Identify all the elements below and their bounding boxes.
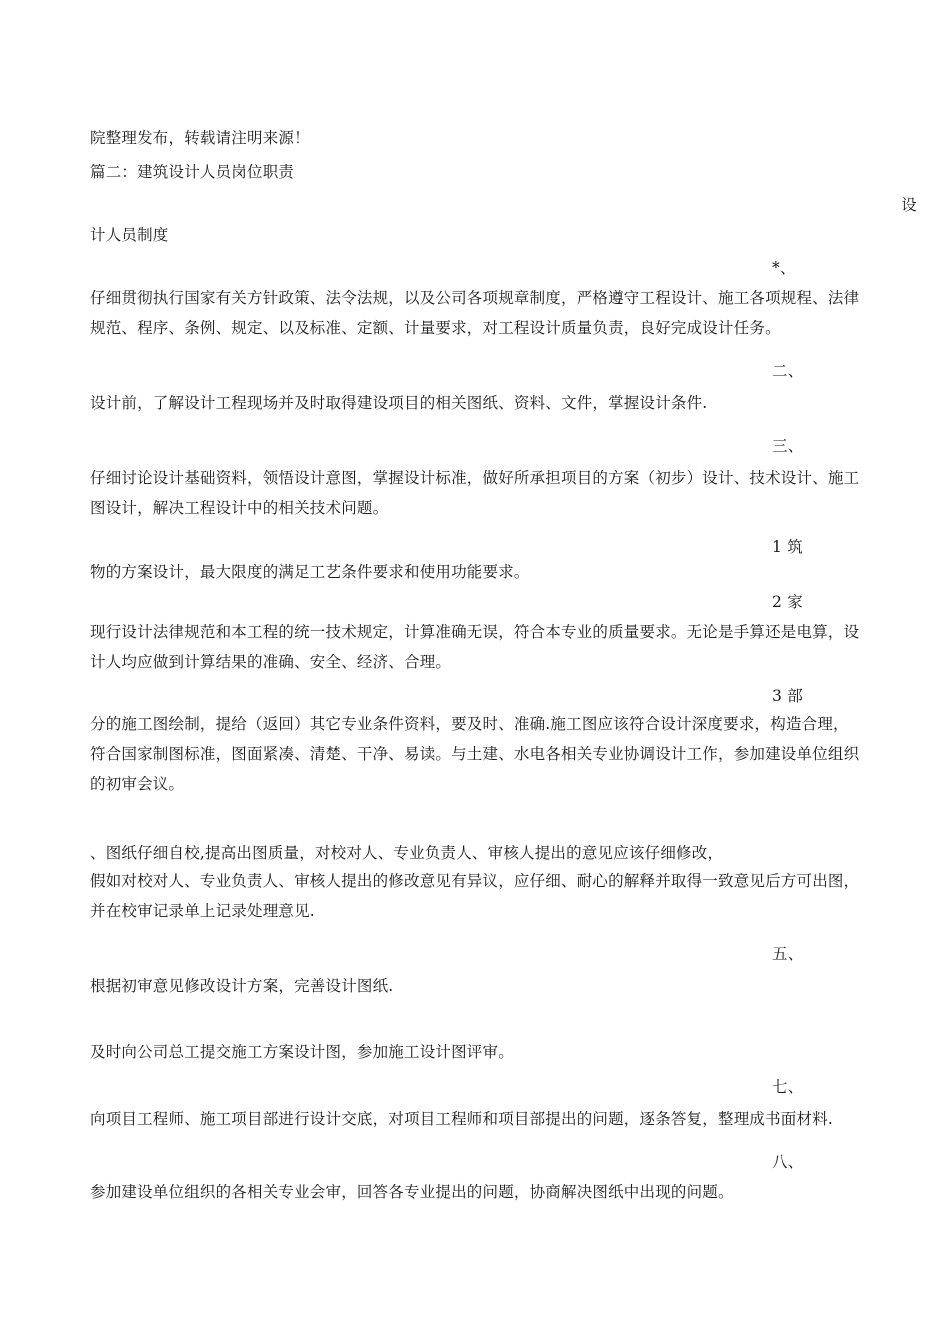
paragraph-line: 规范、程序、条例、规定、以及标准、定额、计量要求，对工程设计质量负责，良好完成设计任务。 — [90, 319, 781, 337]
paragraph-line: 参加建设单位组织的各相关专业会审，回答各专业提出的问题，协商解决图纸中出现的问题。 — [90, 1183, 734, 1201]
section-title: 篇二：建筑设计人员岗位职责 — [90, 163, 295, 181]
paragraph-line: 计人均应做到计算结果的准确、安全、经济、合理。 — [90, 653, 452, 671]
paragraph-line: 并在校审记录单上记录处理意见. — [90, 902, 315, 920]
item-marker-8: 八、 — [772, 1153, 804, 1171]
item-marker-1: *、 — [772, 259, 796, 277]
intro-line: 院整理发布，转载请注明来源！ — [90, 129, 310, 147]
item-marker-sub-2: 2 家 — [772, 593, 803, 611]
paragraph-line: 设计前，了解设计工程现场并及时取得建设项目的相关图纸、资料、文件，掌握设计条件. — [90, 394, 708, 412]
item-marker-3: 三、 — [772, 437, 804, 455]
paragraph-line: 符合国家制图标准，图面紧凑、清楚、干净、易读。与土建、水电各相关专业协调设计工作，参加建设单位组织 — [90, 745, 860, 763]
paragraph-line: 图设计，解决工程设计中的相关技术问题。 — [90, 499, 389, 517]
paragraph-line: 的初审会议。 — [90, 775, 185, 793]
item-marker-sub-1: 1 筑 — [772, 538, 803, 556]
subtitle-line: 计人员制度 — [90, 226, 169, 244]
paragraph-line: 根据初审意见修改设计方案，完善设计图纸. — [90, 977, 394, 995]
paragraph-line: 向项目工程师、施工项目部进行设计交底，对项目工程师和项目部提出的问题，逐条答复，整理成书面材料. — [90, 1110, 834, 1128]
paragraph-line: 仔细讨论设计基础资料，领悟设计意图，掌握设计标准，做好所承担项目的方案（初步）设计、技术设计、施工 — [90, 469, 860, 487]
paragraph-line: 假如对校对人、专业负责人、审核人提出的修改意见有异议，应仔细、耐心的解释并取得一致意见后方可出图， — [90, 872, 860, 890]
item-marker-sub-3: 3 部 — [772, 687, 803, 705]
item-marker-5: 五、 — [772, 945, 804, 963]
paragraph-line: 、图纸仔细自校,提高出图质量，对校对人、专业负责人、审核人提出的意见应该仔细修改， — [90, 844, 724, 862]
paragraph-line: 现行设计法律规范和本工程的统一技术规定，计算准确无误，符合本专业的质量要求。无论是手算还是电算，设 — [90, 623, 860, 641]
paragraph-line: 物的方案设计，最大限度的满足工艺条件要求和使用功能要求。 — [90, 563, 530, 581]
text-fragment: 设 — [901, 196, 917, 214]
item-marker-7: 七、 — [772, 1078, 804, 1096]
paragraph-line: 仔细贯彻执行国家有关方针政策、法令法规，以及公司各项规章制度，严格遵守工程设计、施工各项规程、法律 — [90, 289, 860, 307]
item-marker-2: 二、 — [772, 362, 804, 380]
paragraph-line: 及时向公司总工提交施工方案设计图，参加施工设计图评审。 — [90, 1043, 514, 1061]
paragraph-line: 分的施工图绘制，提给（返回）其它专业条件资料，要及时、准确.施工图应该符合设计深度要求，构造合理， — [90, 715, 849, 733]
